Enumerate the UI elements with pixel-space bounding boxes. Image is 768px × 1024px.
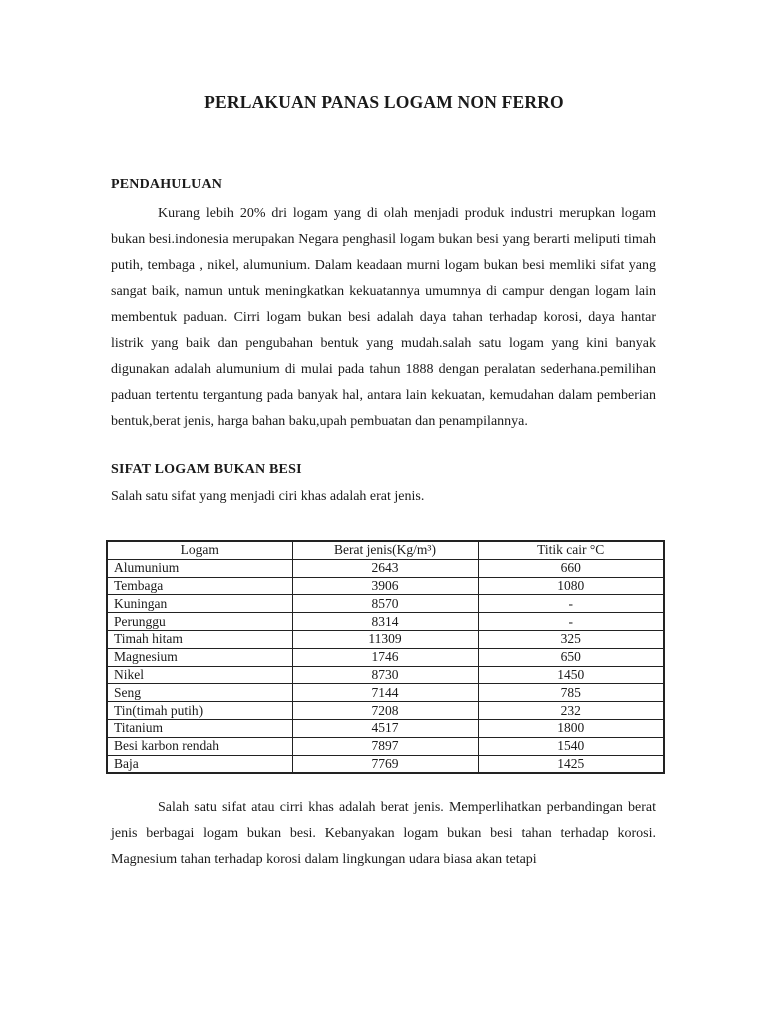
cell-titik-cair: 650 [478, 648, 664, 666]
pendahuluan-paragraph-text: Kurang lebih 20% dri logam yang di olah menjadi produk industri merupkan logam bukan besi.indonesia merupakan Negara penghasil logam bukan besi yang berarti meliputi timah putih, tembaga , nikel, alumunium. Dalam keadaan murni logam bukan besi memliki sifat yang sangat baik, namun untuk meningkatkan kekuatannya umumnya di campur dengan logam lain membentuk paduan. Cirri logam bukan besi adalah daya tahan terhadap korosi, daya hantar listrik yang baik dan pengubahan bentuk yang mudah.salah satu logam yang kini banyak digunakan adalah alumunium di mulai pada tahun 1888 dengan peralatan sederhana.pemilihan paduan tertentu tergantung pada banyak hal, antara lain kekuatan, kemudahan dalam pemberian bentuk,berat jenis, harga bahan baku,upah pembuatan dan penampilannya. [111, 206, 656, 429]
table-row [107, 737, 664, 755]
cell-titik-cair: 1425 [478, 755, 664, 773]
cell-titik-cair: 232 [478, 702, 664, 720]
cell-logam: Tembaga [107, 577, 292, 595]
cell-logam: Kuningan [107, 595, 292, 613]
section-heading-pendahuluan: PENDAHULUAN [111, 177, 223, 192]
pendahuluan-paragraph [111, 201, 656, 435]
table-row [107, 577, 664, 595]
metal-properties-table [106, 540, 665, 774]
table-row [107, 613, 664, 631]
section-heading-sifat-logam: SIFAT LOGAM BUKAN BESI [111, 462, 302, 477]
cell-berat-jenis: 2643 [292, 559, 478, 577]
cell-berat-jenis: 4517 [292, 719, 478, 737]
table-row [107, 595, 664, 613]
table-header-row [107, 541, 664, 559]
cell-logam: Nikel [107, 666, 292, 684]
sifat-logam-intro: Salah satu sifat yang menjadi ciri khas adalah erat jenis. [111, 489, 425, 504]
cell-logam: Alumunium [107, 559, 292, 577]
cell-titik-cair: 1080 [478, 577, 664, 595]
header-berat-jenis: Berat jenis(Kg/m³) [292, 541, 478, 559]
document-title: PERLAKUAN PANAS LOGAM NON FERRO [204, 92, 564, 112]
cell-berat-jenis: 8570 [292, 595, 478, 613]
cell-logam: Timah hitam [107, 630, 292, 648]
cell-titik-cair: 1450 [478, 666, 664, 684]
table-row [107, 648, 664, 666]
cell-logam: Baja [107, 755, 292, 773]
cell-titik-cair: 1800 [478, 719, 664, 737]
table-row [107, 630, 664, 648]
cell-berat-jenis: 7897 [292, 737, 478, 755]
cell-titik-cair: 325 [478, 630, 664, 648]
table-row [107, 559, 664, 577]
cell-berat-jenis: 1746 [292, 648, 478, 666]
closing-paragraph-text: Salah satu sifat atau cirri khas adalah berat jenis. Memperlihatkan perbandingan berat jenis berbagai logam bukan besi. Kebanyakan logam bukan besi tahan terhadap korosi. Magnesium tahan terhadap korosi dalam lingkungan udara biasa akan tetapi [111, 800, 656, 867]
cell-logam: Titanium [107, 719, 292, 737]
cell-titik-cair: 1540 [478, 737, 664, 755]
cell-logam: Besi karbon rendah [107, 737, 292, 755]
cell-titik-cair: - [478, 613, 664, 631]
cell-berat-jenis: 7144 [292, 684, 478, 702]
cell-logam: Seng [107, 684, 292, 702]
header-logam: Logam [107, 541, 292, 559]
cell-berat-jenis: 7769 [292, 755, 478, 773]
cell-berat-jenis: 8314 [292, 613, 478, 631]
table-row [107, 755, 664, 773]
closing-paragraph [111, 795, 656, 873]
table-row [107, 684, 664, 702]
cell-titik-cair: 660 [478, 559, 664, 577]
cell-berat-jenis: 7208 [292, 702, 478, 720]
table-row [107, 666, 664, 684]
cell-logam: Tin(timah putih) [107, 702, 292, 720]
table-row [107, 702, 664, 720]
header-titik-cair: Titik cair °C [478, 541, 664, 559]
cell-berat-jenis: 11309 [292, 630, 478, 648]
cell-logam: Perunggu [107, 613, 292, 631]
cell-titik-cair: 785 [478, 684, 664, 702]
cell-berat-jenis: 3906 [292, 577, 478, 595]
cell-titik-cair: - [478, 595, 664, 613]
cell-logam: Magnesium [107, 648, 292, 666]
table-row [107, 719, 664, 737]
cell-berat-jenis: 8730 [292, 666, 478, 684]
